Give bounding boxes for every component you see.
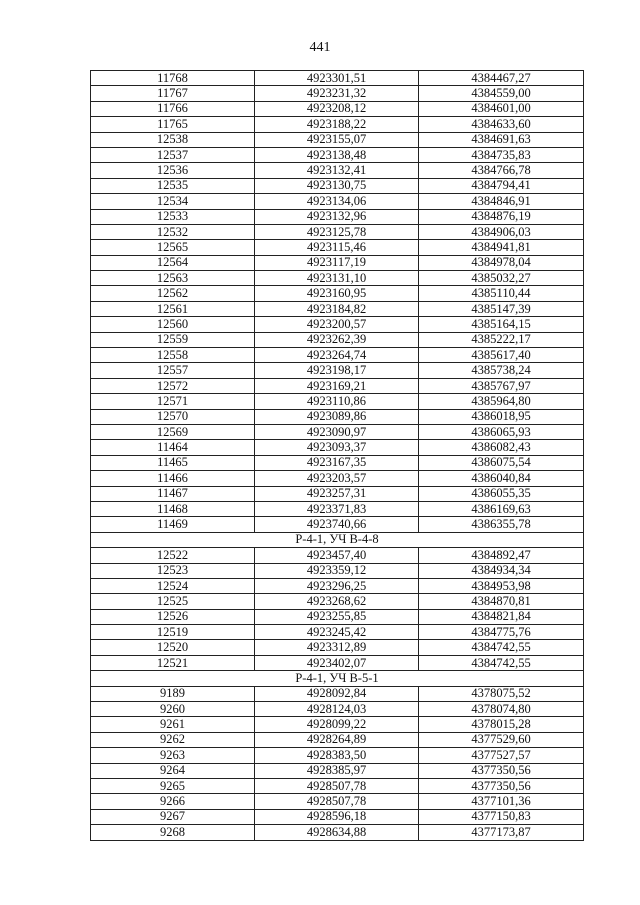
y-coordinate-cell: 4377350,56: [419, 778, 584, 793]
point-number-cell: 11468: [91, 501, 255, 516]
y-coordinate-cell: 4384821,84: [419, 609, 584, 624]
point-number-cell: 12564: [91, 255, 255, 270]
x-coordinate-cell: 4928092,84: [255, 686, 419, 701]
table-row: [91, 609, 584, 624]
point-number-cell: 12521: [91, 655, 255, 670]
x-coordinate-cell: 4923160,95: [255, 286, 419, 301]
x-coordinate-cell: 4928099,22: [255, 717, 419, 732]
y-coordinate-cell: 4378015,28: [419, 717, 584, 732]
y-coordinate-cell: 4384906,03: [419, 224, 584, 239]
y-coordinate-cell: 4384742,55: [419, 655, 584, 670]
x-coordinate-cell: 4923200,57: [255, 317, 419, 332]
point-number-cell: 11768: [91, 71, 255, 86]
x-coordinate-cell: 4923132,96: [255, 209, 419, 224]
section-header-row: [91, 532, 584, 547]
table-row: [91, 86, 584, 101]
table-row: [91, 578, 584, 593]
point-number-cell: 9266: [91, 794, 255, 809]
point-number-cell: 12561: [91, 301, 255, 316]
point-number-cell: 11466: [91, 471, 255, 486]
point-number-cell: 9267: [91, 809, 255, 824]
x-coordinate-cell: 4923110,86: [255, 394, 419, 409]
x-coordinate-cell: 4923188,22: [255, 117, 419, 132]
point-number-cell: 12563: [91, 271, 255, 286]
table-row: [91, 455, 584, 470]
y-coordinate-cell: 4384766,78: [419, 163, 584, 178]
y-coordinate-cell: 4384978,04: [419, 255, 584, 270]
x-coordinate-cell: 4923231,32: [255, 86, 419, 101]
x-coordinate-cell: 4928507,78: [255, 778, 419, 793]
point-number-cell: 12537: [91, 147, 255, 162]
y-coordinate-cell: 4377173,87: [419, 825, 584, 840]
point-number-cell: 9260: [91, 702, 255, 717]
section-label: Р-4-1, УЧ В-4-8: [91, 532, 584, 547]
x-coordinate-cell: 4923198,17: [255, 363, 419, 378]
y-coordinate-cell: 4377150,83: [419, 809, 584, 824]
table-row: [91, 271, 584, 286]
x-coordinate-cell: 4923130,75: [255, 178, 419, 193]
point-number-cell: 12525: [91, 594, 255, 609]
y-coordinate-cell: 4384742,55: [419, 640, 584, 655]
table-row: [91, 348, 584, 363]
x-coordinate-cell: 4923089,86: [255, 409, 419, 424]
coordinates-table-body: [91, 71, 584, 841]
point-number-cell: 9189: [91, 686, 255, 701]
table-row: [91, 394, 584, 409]
point-number-cell: 9263: [91, 748, 255, 763]
x-coordinate-cell: 4923167,35: [255, 455, 419, 470]
x-coordinate-cell: 4923264,74: [255, 348, 419, 363]
table-row: [91, 809, 584, 824]
point-number-cell: 12526: [91, 609, 255, 624]
y-coordinate-cell: 4377101,36: [419, 794, 584, 809]
table-row: [91, 625, 584, 640]
point-number-cell: 12522: [91, 548, 255, 563]
table-row: [91, 686, 584, 701]
y-coordinate-cell: 4386169,63: [419, 501, 584, 516]
point-number-cell: 12519: [91, 625, 255, 640]
table-row: [91, 378, 584, 393]
y-coordinate-cell: 4385164,15: [419, 317, 584, 332]
y-coordinate-cell: 4384934,34: [419, 563, 584, 578]
point-number-cell: 11767: [91, 86, 255, 101]
table-row: [91, 71, 584, 86]
y-coordinate-cell: 4385222,17: [419, 332, 584, 347]
point-number-cell: 12532: [91, 224, 255, 239]
x-coordinate-cell: 4923301,51: [255, 71, 419, 86]
table-row: [91, 194, 584, 209]
x-coordinate-cell: 4923312,89: [255, 640, 419, 655]
y-coordinate-cell: 4384601,00: [419, 101, 584, 116]
point-number-cell: 12536: [91, 163, 255, 178]
x-coordinate-cell: 4928383,50: [255, 748, 419, 763]
point-number-cell: 12559: [91, 332, 255, 347]
table-row: [91, 424, 584, 439]
point-number-cell: 12562: [91, 286, 255, 301]
table-row: [91, 409, 584, 424]
point-number-cell: 11464: [91, 440, 255, 455]
table-row: [91, 255, 584, 270]
x-coordinate-cell: 4923115,46: [255, 240, 419, 255]
point-number-cell: 12533: [91, 209, 255, 224]
x-coordinate-cell: 4923296,25: [255, 578, 419, 593]
table-row: [91, 563, 584, 578]
point-number-cell: 12523: [91, 563, 255, 578]
y-coordinate-cell: 4386065,93: [419, 424, 584, 439]
table-row: [91, 778, 584, 793]
y-coordinate-cell: 4384691,63: [419, 132, 584, 147]
y-coordinate-cell: 4384633,60: [419, 117, 584, 132]
x-coordinate-cell: 4923184,82: [255, 301, 419, 316]
point-number-cell: 11467: [91, 486, 255, 501]
x-coordinate-cell: 4923155,07: [255, 132, 419, 147]
x-coordinate-cell: 4923138,48: [255, 147, 419, 162]
point-number-cell: 11465: [91, 455, 255, 470]
x-coordinate-cell: 4923371,83: [255, 501, 419, 516]
y-coordinate-cell: 4385964,80: [419, 394, 584, 409]
table-row: [91, 702, 584, 717]
y-coordinate-cell: 4378075,52: [419, 686, 584, 701]
table-row: [91, 209, 584, 224]
y-coordinate-cell: 4384775,76: [419, 625, 584, 640]
x-coordinate-cell: 4923359,12: [255, 563, 419, 578]
y-coordinate-cell: 4384559,00: [419, 86, 584, 101]
x-coordinate-cell: 4923117,19: [255, 255, 419, 270]
y-coordinate-cell: 4377350,56: [419, 763, 584, 778]
table-row: [91, 301, 584, 316]
table-row: [91, 732, 584, 747]
x-coordinate-cell: 4923402,07: [255, 655, 419, 670]
point-number-cell: 9261: [91, 717, 255, 732]
section-header-row: [91, 671, 584, 686]
table-row: [91, 748, 584, 763]
point-number-cell: 12558: [91, 348, 255, 363]
point-number-cell: 12538: [91, 132, 255, 147]
y-coordinate-cell: 4377527,57: [419, 748, 584, 763]
table-row: [91, 178, 584, 193]
y-coordinate-cell: 4384735,83: [419, 147, 584, 162]
x-coordinate-cell: 4928264,89: [255, 732, 419, 747]
y-coordinate-cell: 4384467,27: [419, 71, 584, 86]
y-coordinate-cell: 4386075,54: [419, 455, 584, 470]
x-coordinate-cell: 4923262,39: [255, 332, 419, 347]
x-coordinate-cell: 4923257,31: [255, 486, 419, 501]
table-row: [91, 440, 584, 455]
point-number-cell: 12572: [91, 378, 255, 393]
y-coordinate-cell: 4385147,39: [419, 301, 584, 316]
point-number-cell: 12524: [91, 578, 255, 593]
point-number-cell: 12571: [91, 394, 255, 409]
point-number-cell: 11469: [91, 517, 255, 532]
table-row: [91, 640, 584, 655]
point-number-cell: 11765: [91, 117, 255, 132]
y-coordinate-cell: 4385110,44: [419, 286, 584, 301]
y-coordinate-cell: 4385617,40: [419, 348, 584, 363]
point-number-cell: 12534: [91, 194, 255, 209]
point-number-cell: 9268: [91, 825, 255, 840]
y-coordinate-cell: 4385767,97: [419, 378, 584, 393]
y-coordinate-cell: 4384870,81: [419, 594, 584, 609]
x-coordinate-cell: 4928385,97: [255, 763, 419, 778]
table-row: [91, 825, 584, 840]
table-row: [91, 717, 584, 732]
y-coordinate-cell: 4384794,41: [419, 178, 584, 193]
point-number-cell: 12570: [91, 409, 255, 424]
point-number-cell: 12520: [91, 640, 255, 655]
x-coordinate-cell: 4923131,10: [255, 271, 419, 286]
x-coordinate-cell: 4928596,18: [255, 809, 419, 824]
section-label: Р-4-1, УЧ В-5-1: [91, 671, 584, 686]
table-row: [91, 332, 584, 347]
x-coordinate-cell: 4923208,12: [255, 101, 419, 116]
table-row: [91, 794, 584, 809]
table-row: [91, 101, 584, 116]
y-coordinate-cell: 4384846,91: [419, 194, 584, 209]
x-coordinate-cell: 4923090,97: [255, 424, 419, 439]
point-number-cell: 12557: [91, 363, 255, 378]
x-coordinate-cell: 4923093,37: [255, 440, 419, 455]
table-row: [91, 147, 584, 162]
x-coordinate-cell: 4923255,85: [255, 609, 419, 624]
table-row: [91, 286, 584, 301]
point-number-cell: 9265: [91, 778, 255, 793]
table-row: [91, 517, 584, 532]
point-number-cell: 12569: [91, 424, 255, 439]
y-coordinate-cell: 4386055,35: [419, 486, 584, 501]
table-row: [91, 363, 584, 378]
x-coordinate-cell: 4923125,78: [255, 224, 419, 239]
x-coordinate-cell: 4923169,21: [255, 378, 419, 393]
page-number: 441: [309, 40, 331, 55]
point-number-cell: 9262: [91, 732, 255, 747]
y-coordinate-cell: 4386018,95: [419, 409, 584, 424]
x-coordinate-cell: 4923268,62: [255, 594, 419, 609]
coordinates-table: [90, 70, 584, 841]
table-row: [91, 117, 584, 132]
table-row: [91, 240, 584, 255]
table-row: [91, 594, 584, 609]
y-coordinate-cell: 4386355,78: [419, 517, 584, 532]
x-coordinate-cell: 4923457,40: [255, 548, 419, 563]
x-coordinate-cell: 4923245,42: [255, 625, 419, 640]
y-coordinate-cell: 4378074,80: [419, 702, 584, 717]
table-row: [91, 548, 584, 563]
x-coordinate-cell: 4923134,06: [255, 194, 419, 209]
y-coordinate-cell: 4386082,43: [419, 440, 584, 455]
table-row: [91, 163, 584, 178]
y-coordinate-cell: 4384941,81: [419, 240, 584, 255]
table-row: [91, 486, 584, 501]
y-coordinate-cell: 4385032,27: [419, 271, 584, 286]
y-coordinate-cell: 4385738,24: [419, 363, 584, 378]
x-coordinate-cell: 4923132,41: [255, 163, 419, 178]
x-coordinate-cell: 4928634,88: [255, 825, 419, 840]
y-coordinate-cell: 4386040,84: [419, 471, 584, 486]
y-coordinate-cell: 4377529,60: [419, 732, 584, 747]
x-coordinate-cell: 4923203,57: [255, 471, 419, 486]
point-number-cell: 12535: [91, 178, 255, 193]
table-row: [91, 132, 584, 147]
y-coordinate-cell: 4384953,98: [419, 578, 584, 593]
x-coordinate-cell: 4928124,03: [255, 702, 419, 717]
y-coordinate-cell: 4384876,19: [419, 209, 584, 224]
table-row: [91, 501, 584, 516]
table-row: [91, 471, 584, 486]
x-coordinate-cell: 4928507,78: [255, 794, 419, 809]
y-coordinate-cell: 4384892,47: [419, 548, 584, 563]
point-number-cell: 12565: [91, 240, 255, 255]
table-row: [91, 317, 584, 332]
table-row: [91, 763, 584, 778]
table-row: [91, 224, 584, 239]
point-number-cell: 9264: [91, 763, 255, 778]
point-number-cell: 11766: [91, 101, 255, 116]
table-row: [91, 655, 584, 670]
point-number-cell: 12560: [91, 317, 255, 332]
x-coordinate-cell: 4923740,66: [255, 517, 419, 532]
